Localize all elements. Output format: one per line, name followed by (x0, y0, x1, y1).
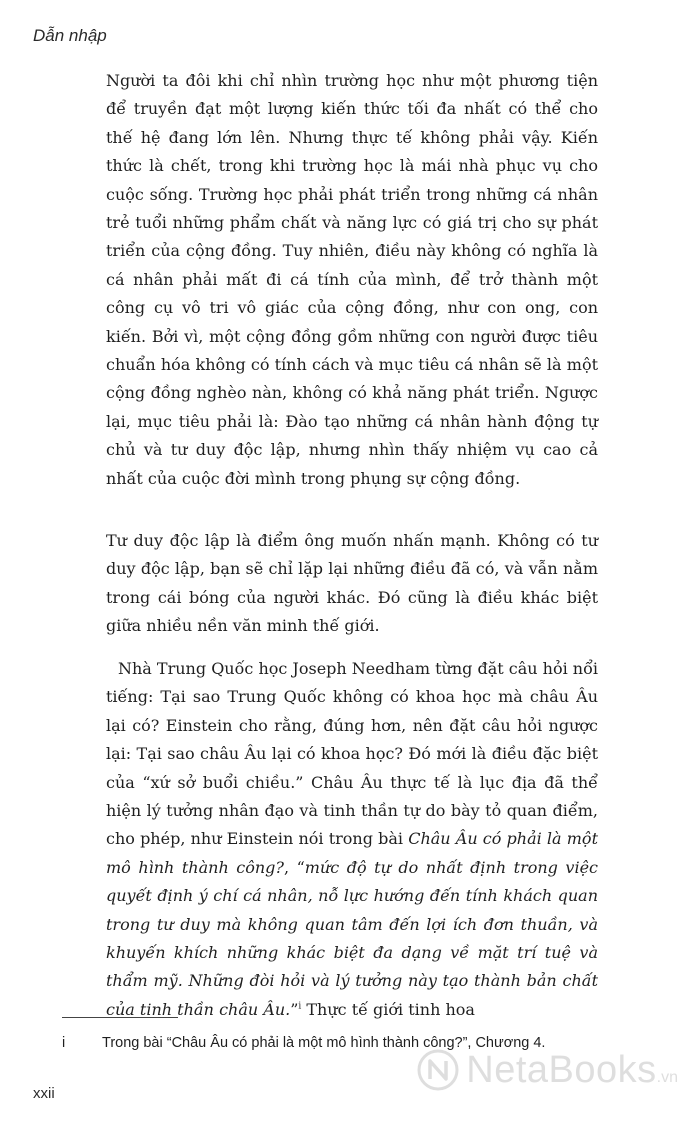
paragraph-2-text: Tư duy độc lập là điểm ông muốn nhấn mạnh. Không có tư duy độc lập, bạn sẽ chỉ lặp lại những điều đã có, và vẫn nằm trong cái bóng của người khác. Đó cũng là điều khác biệt giữa nhiều nền văn minh thế giới. (106, 531, 598, 636)
watermark (416, 1048, 678, 1092)
footnote-reference[interactable]: i (298, 1001, 302, 1012)
paragraph-3-part-2: , “ (284, 857, 305, 877)
paragraph-3-part-3: ” (290, 999, 299, 1019)
page-number: xxii (33, 1085, 55, 1102)
body-paragraph-1 (106, 67, 598, 493)
footnote-mark: i (62, 1035, 66, 1051)
body-paragraph-2 (106, 527, 598, 641)
paragraph-3-text (106, 655, 598, 1024)
paragraph-3-italic-quote: mức độ tự do nhất định trong việc quyết định ý chí cá nhân, nỗ lực hướng đến tính khách quan trong tư duy mà không quan tâm đến lợi ích đơn thuần, và khuyến khích những khác biệt đa dạng về mặt trí tuệ và thẩm mỹ. Những đòi hỏi và lý tưởng này tạo thành bản chất của tinh thần châu Âu. (106, 857, 598, 1019)
watermark-brand: NetaBooks (466, 1049, 657, 1091)
paragraph-3-part-1: Nhà Trung Quốc học Joseph Needham từng đặt câu hỏi nổi tiếng: Tại sao Trung Quốc không có khoa học mà châu Âu lại có? Einstein cho rằng, đúng hơn, nên đặt câu hỏi ngược lại: Tại sao châu Âu lại có khoa học? Đó mới là điều đặc biệt của “xứ sở buổi chiều.” Châu Âu thực tế là lục địa đã thể hiện lý tưởng nhân đạo và tinh thần tự do bày tỏ quan điểm, cho phép, như Einstein nói trong bài (106, 659, 598, 849)
running-head: Dẫn nhập (33, 26, 107, 45)
paragraph-3-italic-title: Châu Âu có phải là một mô hình thành công? (106, 829, 598, 877)
paragraph-3-part-4: Thực tế giới tinh hoa (301, 999, 475, 1019)
paragraph-1-text: Người ta đôi khi chỉ nhìn trường học như một phương tiện để truyền đạt một lượng kiến thức tối đa nhất có thể cho thế hệ đang lớn lên. Nhưng thực tế không phải vậy. Kiến thức là chết, trong khi trường học là mái nhà phục vụ cho cuộc sống. Trường học phải phát triển trong những cá nhân trẻ tuổi những phẩm chất và năng lực có giá trị cho sự phát triển của cộng đồng. Tuy nhiên, điều này không có nghĩa là cá nhân phải mất đi cá tính của mình, để trở thành một công cụ vô tri vô giác của cộng đồng, như con ong, con kiến. Bởi vì, một cộng đồng gồm những con người được tiêu chuẩn hóa không có tính cách và mục tiêu cá nhân sẽ là một cộng đồng nghèo nàn, không có khả năng phát triển. Ngược lại, mục tiêu phải là: Đào tạo những cá nhân hành động tự chủ và tư duy độc lập, nhưng nhìn thấy nhiệm vụ cao cả nhất của cuộc đời mình trong phụng sự cộng đồng. (106, 71, 598, 488)
body-paragraph-3 (106, 655, 598, 1024)
netabooks-logo-icon (416, 1048, 460, 1092)
watermark-suffix: .vn (656, 1069, 678, 1086)
footnote-text: Trong bài “Châu Âu có phải là một mô hình thành công?”, Chương 4. (102, 1035, 546, 1051)
footnote-divider (62, 1017, 178, 1018)
